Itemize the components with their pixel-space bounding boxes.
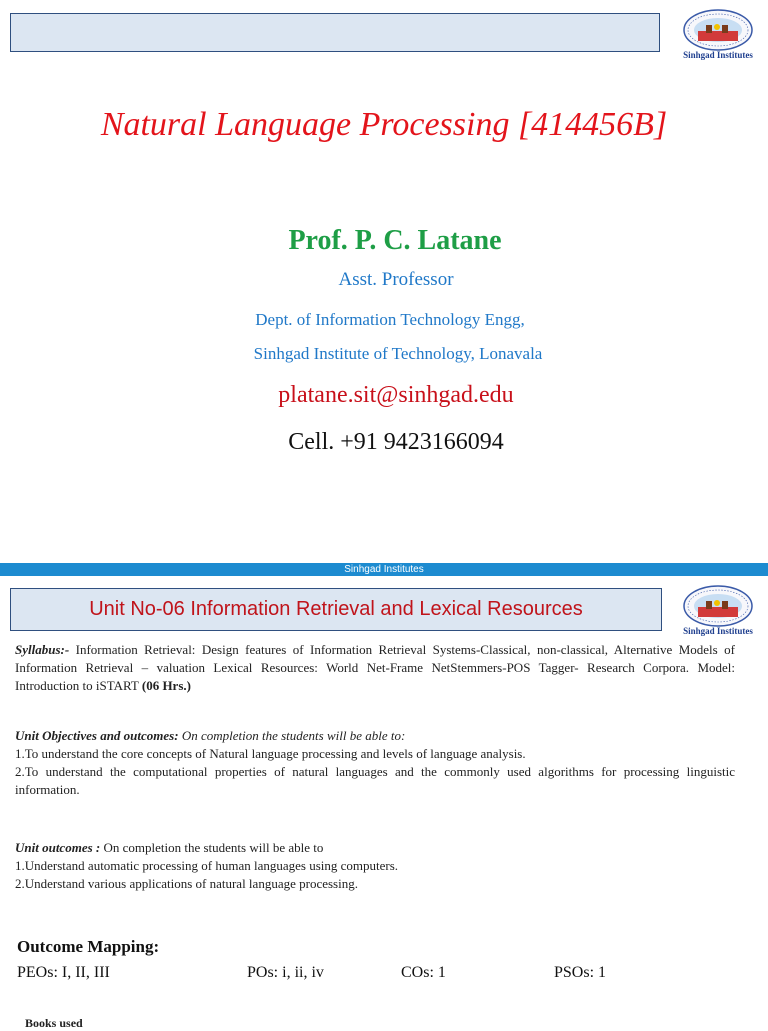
logo-caption: Sinhgad Institutes — [683, 50, 753, 60]
outcome-item: 1.Understand automatic processing of human languages using computers. — [15, 858, 399, 873]
outcome-mapping-heading: Outcome Mapping: — [17, 937, 160, 956]
email-address: platane.sit@sinhgad.edu — [278, 382, 514, 408]
cell-number: Cell. +91 9423166094 — [288, 429, 504, 455]
designation: Asst. Professor — [338, 269, 454, 290]
outcomes-section — [15, 839, 735, 893]
outcomes-intro: On completion the students will be able to — [100, 840, 324, 855]
syllabus-paragraph — [15, 641, 735, 695]
department: Dept. of Information Technology Engg, — [255, 310, 525, 329]
books-used-label: Books used — [25, 1016, 83, 1030]
institute: Sinhgad Institute of Technology, Lonavala — [253, 344, 543, 363]
peos-mapping: PEOs: I, II, III — [17, 964, 110, 981]
outcome-item: 2.Understand various applications of natural language processing. — [15, 876, 358, 891]
logo-caption: Sinhgad Institutes — [683, 626, 753, 636]
course-title: Natural Language Processing [414456B] — [100, 106, 668, 143]
syllabus-hours: (06 Hrs.) — [141, 678, 191, 693]
sinhgad-emblem-icon — [680, 584, 756, 628]
sinhgad-logo-2 — [680, 584, 756, 640]
syllabus-text: Information Retrieval: Design features of Information Retrieval Systems-Classical, non-classical, Alternative Models of Information Retrieval – valuation Lexical Resources: World Net-Frame NetStemmers-POS Tagger- Research Corpora. Model: Introduction to iSTART — [15, 642, 735, 693]
objectives-section — [15, 727, 735, 799]
sinhgad-emblem-icon — [680, 8, 756, 52]
sinhgad-logo — [680, 8, 756, 64]
outcomes-label: Unit outcomes : — [15, 840, 101, 855]
pos-mapping: POs: i, ii, iv — [247, 964, 324, 981]
psos-mapping: PSOs: 1 — [554, 964, 607, 981]
syllabus-label: Syllabus:- — [15, 642, 70, 657]
cos-mapping: COs: 1 — [401, 964, 446, 981]
slide1-title-box — [10, 13, 660, 52]
objectives-intro: On completion the students will be able to: — [178, 728, 406, 743]
objective-item: 1.To understand the core concepts of Natural language processing and levels of language analysis. — [15, 746, 526, 761]
unit-title: Unit No-06 Information Retrieval and Lexical Resources — [10, 588, 662, 631]
objective-item: 2.To understand the computational properties of natural languages and the commonly used algorithms for processing linguistic information. — [15, 764, 735, 797]
professor-name: Prof. P. C. Latane — [288, 225, 502, 256]
footer-band: Sinhgad Institutes — [0, 563, 768, 576]
objectives-label: Unit Objectives and outcomes: — [15, 728, 179, 743]
